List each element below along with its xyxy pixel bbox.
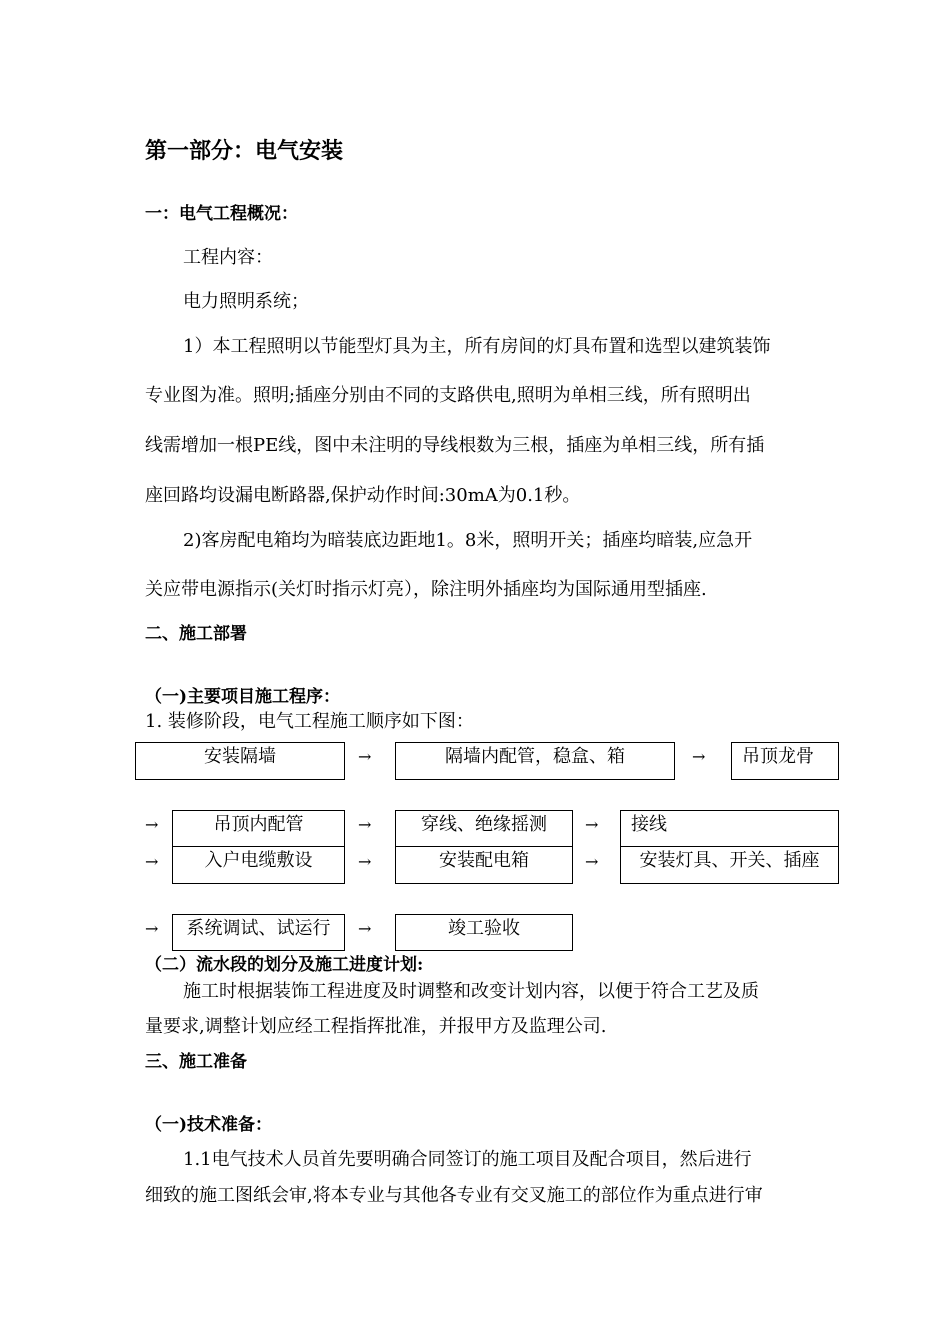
flow-arrow: →	[145, 815, 159, 834]
flow-box-partition-conduit: 隔墙内配管，稳盒、箱	[395, 742, 675, 780]
section3-sub1: （一)技术准备：	[145, 1115, 273, 1135]
page-title: 第一部分：电气安装	[145, 138, 344, 164]
section2-heading: 二、施工部署	[145, 624, 247, 644]
section2-sub2-line-1: 施工时根据装饰工程进度及时调整和改变计划内容，以便于符合工艺及质	[183, 981, 759, 1002]
p2-line-2: 关应带电源指示(关灯时指示灯亮），除注明外插座均为国际通用型插座.	[145, 579, 707, 600]
flow-box-install-partition: 安装隔墙	[135, 742, 345, 780]
label-content: 工程内容：	[183, 247, 273, 268]
section3-line-1: 1.1电气技术人员首先要明确合同签订的施工项目及配合项目，然后进行	[183, 1149, 752, 1170]
flow-box-commissioning: 系统调试、试运行	[172, 914, 345, 951]
flow-arrow: →	[692, 747, 706, 766]
flow-box-fixtures: 安装灯具、开关、插座	[620, 846, 839, 884]
flow-arrow: →	[358, 919, 372, 938]
flow-arrow: →	[358, 852, 372, 871]
section1-heading: 一：电气工程概况：	[145, 204, 298, 224]
flow-box-incoming-cable: 入户电缆敷设	[172, 846, 345, 884]
flow-arrow: →	[145, 919, 159, 938]
flow-arrow: →	[145, 852, 159, 871]
flow-arrow: →	[585, 815, 599, 834]
p2-line-1: 2)客房配电箱均为暗装底边距地1。8米，照明开关；插座均暗装,应急开	[183, 530, 753, 551]
section2-sub2-line-2: 量要求,调整计划应经工程指挥批准，并报甲方及监理公司.	[145, 1016, 607, 1037]
p1-line-4: 座回路均设漏电断路器,保护动作时间:30mA为0.1秒。	[145, 485, 581, 506]
flow-box-distribution-box: 安装配电箱	[395, 846, 573, 884]
label-system: 电力照明系统；	[183, 291, 309, 312]
flow-arrow: →	[585, 852, 599, 871]
flow-box-ceiling-conduit: 吊顶内配管	[172, 810, 345, 847]
section2-sub1: （一)主要项目施工程序：	[145, 687, 341, 707]
section3-heading: 三、施工准备	[145, 1052, 247, 1072]
flow-box-ceiling-keel: 吊顶龙骨	[731, 742, 839, 780]
flow-arrow: →	[358, 747, 372, 766]
flow-arrow: →	[358, 815, 372, 834]
section2-sub1-line: 1. 装修阶段，电气工程施工顺序如下图：	[145, 711, 474, 732]
p1-line-1: 1）本工程照明以节能型灯具为主，所有房间的灯具布置和选型以建筑装饰	[183, 336, 771, 357]
p1-line-2: 专业图为准。照明;插座分别由不同的支路供电,照明为单相三线，所有照明出	[145, 385, 751, 406]
section2-sub2: （二）流水段的划分及施工进度计划:	[145, 955, 424, 975]
flow-box-connection: 接线	[620, 810, 839, 847]
flow-box-wiring-test: 穿线、绝缘摇测	[395, 810, 573, 847]
section3-line-2: 细致的施工图纸会审,将本专业与其他各专业有交叉施工的部位作为重点进行审	[145, 1185, 763, 1206]
p1-line-3: 线需增加一根PE线，图中未注明的导线根数为三根，插座为单相三线，所有插	[145, 435, 765, 456]
flow-box-acceptance: 竣工验收	[395, 914, 573, 951]
